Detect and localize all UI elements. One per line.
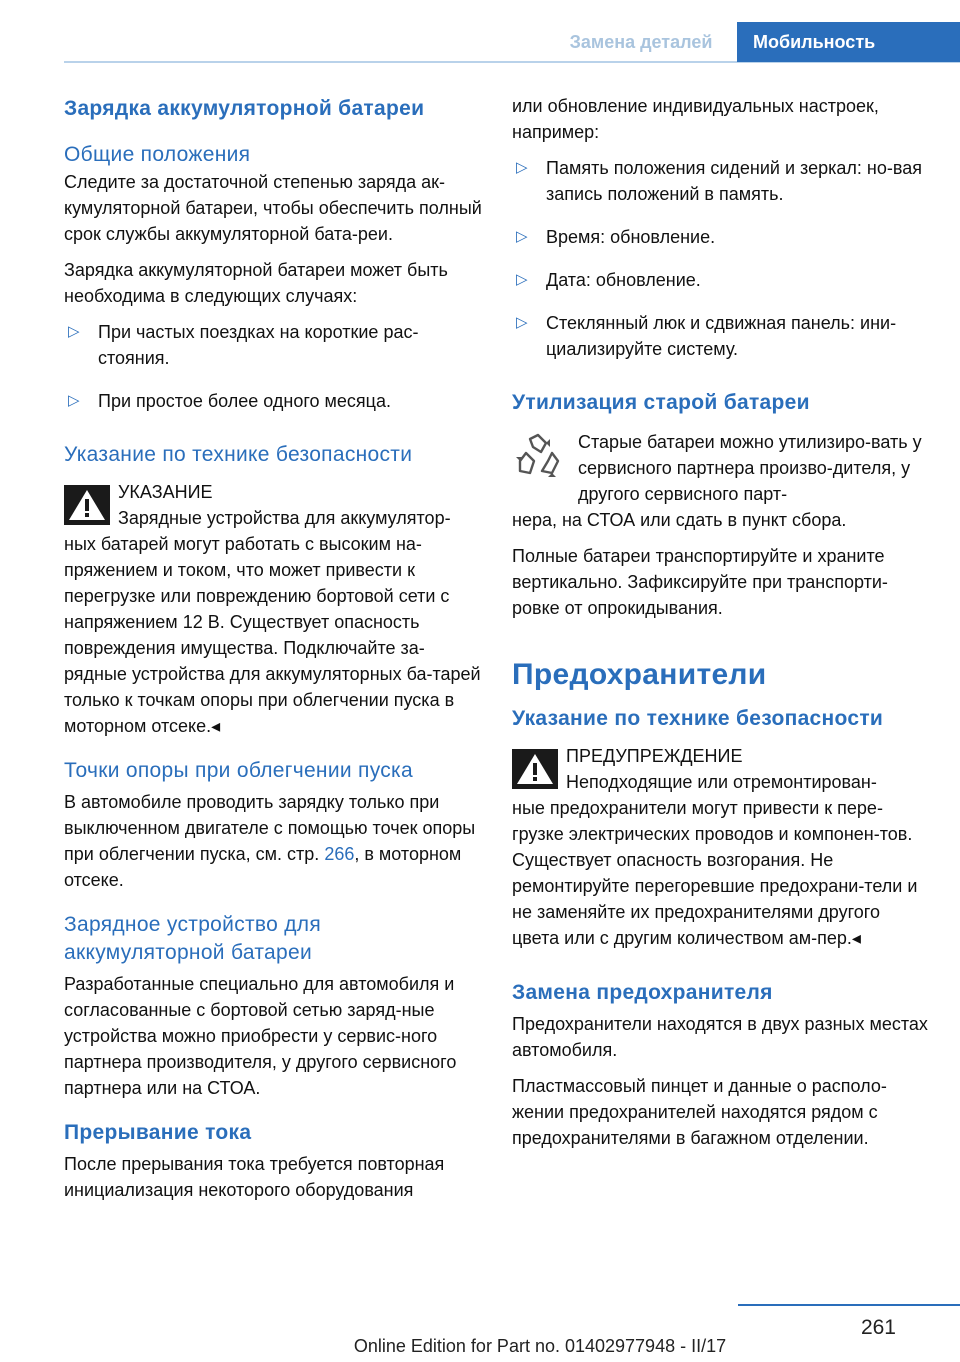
triangle-bullet-icon: ▷ — [68, 323, 80, 340]
list-item: ▷ Время: обновление. — [512, 224, 930, 250]
paragraph-full-batteries: Полные батареи транспортируйте и храните вертикально. Зафиксируйте при транспорти-ровке от опрокидывания. — [512, 546, 888, 618]
bullet-list-settings — [512, 155, 930, 362]
heading-battery-charger: Зарядное устройство для аккумуляторной батареи — [64, 913, 322, 964]
heading-fuses: Предохранители — [512, 658, 767, 691]
heading-safety-note-fuses: Указание по технике безопасности — [512, 707, 884, 730]
heading-safety-note: Указание по технике безопасности — [64, 443, 413, 466]
list-item: ▷ При простое более одного месяца. — [64, 388, 482, 414]
heading-charging-battery: Зарядка аккумуляторной батареи — [64, 97, 425, 120]
triangle-bullet-icon: ▷ — [516, 159, 528, 176]
heading-replace-fuse: Замена предохранителя — [512, 981, 773, 1004]
triangle-bullet-icon: ▷ — [516, 271, 528, 288]
triangle-bullet-icon: ▷ — [516, 228, 528, 245]
right-column — [512, 93, 930, 1151]
page-number: 261 — [860, 1316, 896, 1339]
bullet-list-charging — [64, 319, 482, 414]
warning-box — [64, 479, 482, 739]
warning-text-first-line: Неподходящие или отремонтирован- — [566, 772, 877, 792]
paragraph-fuse-tweezers: Пластмассовый пинцет и данные о располо-жении предохранителей находятся рядом с предохранителями в багажном отделении. — [512, 1076, 887, 1148]
page-link-266[interactable]: 266 — [324, 844, 355, 864]
list-item: ▷ Дата: обновление. — [512, 267, 930, 293]
warning-title: УКАЗАНИЕ — [118, 482, 213, 502]
heading-jump-start-points: Точки опоры при облегчении пуска — [64, 759, 413, 782]
warning-box-fuses — [512, 743, 930, 951]
warning-title: ПРЕДУПРЕЖДЕНИЕ — [566, 746, 743, 766]
footer-rule — [738, 1304, 960, 1306]
paragraph-jump-start: В автомобиле проводить зарядку только при выключенном двигателе с помощью точек опоры при облегчении пуска, см. стр. 266, в моторном отсеке. — [64, 792, 476, 890]
paragraph-charge-level: Следите за достаточной степенью заряда ак-кумуляторной батареи, чтобы обеспечить полный срок службы аккумуляторной бата-реи. — [64, 172, 482, 244]
warning-text: ные предохранители могут привести к пере-грузке электрических проводов и компонен-тов. Существует опасность возгорания. Не ремонтируйте перегоревшие предохрани-тели и не заменяйте их предохранителями другого цвета или с другим количеством ам-пер.◂ — [512, 798, 918, 948]
paragraph-battery-charger: Разработанные специально для автомобиля и согласованные с бортовой сетью заряд-ные устройства можно приобрести у сервис-ного партнера производителя, у другого сервисного партнера или на СТОА. — [64, 974, 457, 1098]
paragraph-continuation: или обновление индивидуальных настроек, например: — [512, 96, 879, 142]
list-item: ▷ Память положения сидений и зеркал: но-вая запись положений в память. — [512, 155, 930, 207]
warning-text: ных батарей могут работать с высоким на-пряжением и током, что может привести к перегрузке или повреждению бортовой сети с напряжением 12 В. Существует опасность повреждения имущества. Подключайте за-рядные устройства для аккумуляторных ба-тарей только к точкам опоры при облегчении пуска в моторном отсеке.◂ — [64, 534, 481, 736]
tab-mobility[interactable]: Мобильность — [737, 22, 960, 62]
warning-text-first-line: Зарядные устройства для аккумулятор- — [118, 508, 451, 528]
disposal-box — [512, 429, 930, 533]
paragraph-fuse-locations: Предохранители находятся в двух разных местах автомобиля. — [512, 1014, 928, 1060]
warning-triangle-icon — [512, 749, 558, 789]
triangle-bullet-icon: ▷ — [516, 314, 528, 331]
heading-general: Общие положения — [64, 143, 251, 166]
warning-triangle-icon — [64, 485, 110, 525]
recycle-icon — [512, 431, 564, 483]
heading-power-interruption: Прерывание тока — [64, 1121, 252, 1144]
heading-battery-disposal: Утилизация старой батареи — [512, 391, 810, 414]
paragraph-disposal-first-lines: Старые батареи можно утилизиро-вать у сервисного партнера произво-дителя, у другого сервисного парт- — [578, 432, 922, 504]
list-item: ▷ При частых поездках на короткие рас-стояния. — [64, 319, 482, 371]
edition-footer: Online Edition for Part no. 01402977948 - II/17 — [353, 1336, 727, 1356]
paragraph-charging-cases: Зарядка аккумуляторной батареи может быть необходима в следующих случаях: — [64, 260, 448, 306]
triangle-bullet-icon: ▷ — [68, 392, 80, 409]
paragraph-disposal-last-line: нера, на СТОА или сдать в пункт сбора. — [512, 510, 847, 530]
paragraph-power-interruption: После прерывания тока требуется повторная инициализация некоторого оборудования — [64, 1154, 445, 1200]
left-column — [64, 95, 482, 1203]
tab-replacing-parts[interactable]: Замена деталей — [569, 31, 713, 52]
list-item: ▷ Стеклянный люк и сдвижная панель: ини-циализируйте систему. — [512, 310, 930, 362]
